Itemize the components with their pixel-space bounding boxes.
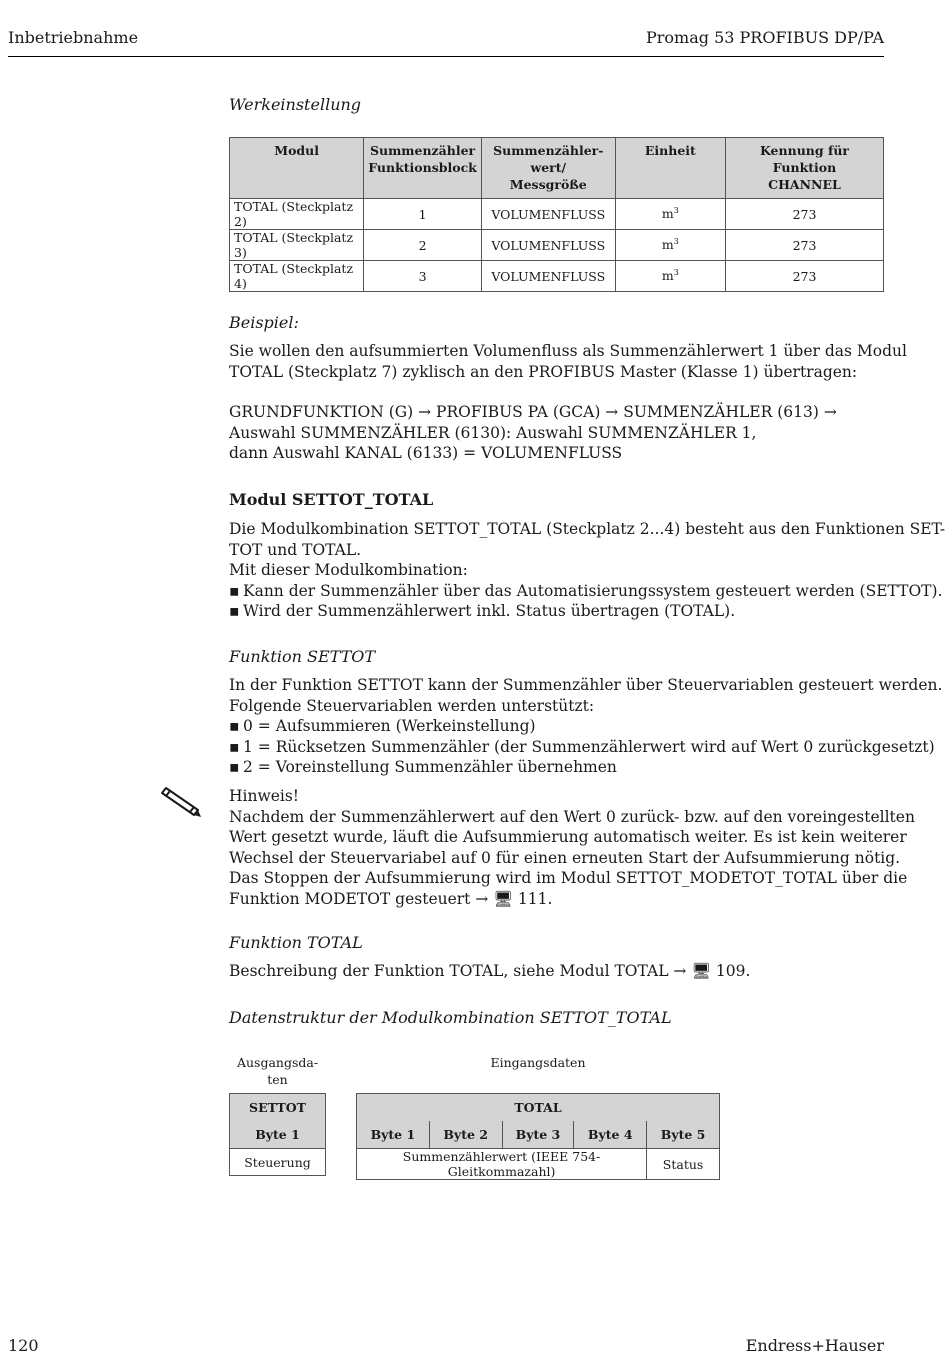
total-byte: Byte 3 bbox=[502, 1121, 574, 1149]
beispiel-text: Sie wollen den aufsummierten Volumenfluss als Summenzählerwert 1 über das Modul TOTAL (Steckplatz 7) zyklisch an den PROFIBUS Master (Klasse 1) übertragen: bbox=[229, 342, 907, 381]
beispiel-heading: Beispiel: bbox=[229, 313, 299, 332]
cell-block: 1 bbox=[364, 199, 482, 230]
col-header-einheit: Einheit bbox=[615, 138, 725, 199]
cell-messgroesse: VOLUMENFLUSS bbox=[481, 230, 615, 261]
col-header-messgroesse: Summenzähler- wert/ Messgröße bbox=[481, 138, 615, 199]
cell-block: 2 bbox=[364, 230, 482, 261]
total-value: Summenzählerwert (IEEE 754-Gleitkommazahl) bbox=[357, 1149, 647, 1180]
footer-brand: Endress+Hauser bbox=[745, 1336, 884, 1355]
settot-heading: Funktion SETTOT bbox=[229, 647, 376, 666]
cell-modul: TOTAL (Steckplatz 2) bbox=[230, 199, 364, 230]
cell-modul: TOTAL (Steckplatz 3) bbox=[230, 230, 364, 261]
eingangsdaten-label: Eingangsdaten bbox=[490, 1055, 586, 1070]
list-item: ▪ Kann der Summenzähler über das Automatisierungssystem gesteuert werden (SETTOT). bbox=[229, 581, 945, 602]
settot-value: Steuerung bbox=[230, 1149, 326, 1176]
cell-kennung: 273 bbox=[726, 199, 884, 230]
table-row bbox=[230, 261, 884, 292]
settot-head: SETTOT bbox=[230, 1094, 326, 1122]
beispiel-path: GRUNDFUNKTION (G) → PROFIBUS PA (GCA) → SUMMENZÄHLER (613) → Auswahl SUMMENZÄHLER (6130): Auswahl SUMMENZÄHLER 1, dann Auswahl KANAL (6133) = VOLUMENFLUSS bbox=[229, 403, 837, 462]
cell-messgroesse: VOLUMENFLUSS bbox=[481, 199, 615, 230]
werkeinstellung-table bbox=[229, 137, 884, 292]
total-byte: Byte 4 bbox=[574, 1121, 647, 1149]
col-header-funktionsblock: Summenzähler Funktionsblock bbox=[364, 138, 482, 199]
modul-heading: Modul SETTOT_TOTAL bbox=[229, 490, 434, 509]
header-rule bbox=[8, 56, 884, 57]
col-header-modul: Modul bbox=[230, 138, 364, 199]
page-number: 120 bbox=[8, 1336, 39, 1355]
modul-text: Die Modulkombination SETTOT_TOTAL (Steckplatz 2...4) besteht aus den Funktionen SET- TOT und TOTAL. Mit dieser Modulkombination: ▪ Kann der Summenzähler über das Automatisierungssystem gesteuert werden (SETTOT). ▪ Wird der Summenzählerwert inkl. Status übertragen (TOTAL). bbox=[229, 519, 945, 622]
cell-einheit: $m^3$ bbox=[615, 230, 725, 261]
cell-einheit: $m^3$ bbox=[615, 261, 725, 292]
cell-kennung: 273 bbox=[726, 261, 884, 292]
table-row bbox=[230, 199, 884, 230]
col-header-kennung: Kennung für Funktion CHANNEL bbox=[726, 138, 884, 199]
list-item: ▪ Wird der Summenzählerwert inkl. Status übertragen (TOTAL). bbox=[229, 601, 945, 622]
total-byte: Byte 5 bbox=[647, 1121, 720, 1149]
ausgangsdaten-label: Ausgangsda- ten bbox=[236, 1055, 319, 1087]
total-byte: Byte 2 bbox=[429, 1121, 502, 1149]
settot-structure-table bbox=[229, 1093, 326, 1176]
total-heading: Funktion TOTAL bbox=[229, 933, 363, 952]
settot-text: In der Funktion SETTOT kann der Summenzähler über Steuervariablen gesteuert werden. Folgende Steuervariablen werden unterstützt: ▪ 0 = Aufsummieren (Werkeinstellung) ▪ 1 = Rücksetzen Summenzähler (der Summenzählerwert wird auf Wert 0 zurückgesetzt) ▪ 2 = Voreinstellung Summenzähler übernehmen bbox=[229, 675, 942, 778]
list-item: ▪ 0 = Aufsummieren (Werkeinstellung) bbox=[229, 716, 942, 737]
total-head: TOTAL bbox=[357, 1094, 720, 1122]
cell-kennung: 273 bbox=[726, 230, 884, 261]
running-header-left: Inbetriebnahme bbox=[8, 28, 139, 47]
status-value: Status bbox=[647, 1149, 720, 1180]
cell-modul: TOTAL (Steckplatz 4) bbox=[230, 261, 364, 292]
list-item: ▪ 2 = Voreinstellung Summenzähler übernehmen bbox=[229, 757, 942, 778]
cell-messgroesse: VOLUMENFLUSS bbox=[481, 261, 615, 292]
pencil-icon bbox=[160, 784, 202, 818]
total-text: Beschreibung der Funktion TOTAL, siehe Modul TOTAL → 🖥 109. bbox=[229, 962, 751, 980]
hinweis-text: Hinweis! Nachdem der Summenzählerwert auf den Wert 0 zurück- bzw. auf den voreingestellten Wert gesetzt wurde, läuft die Aufsummierung automatisch weiter. Es ist kein weiterer Wechsel der Steuervariabel auf 0 für einen erneuten Start der Aufsummierung nötig. Das Stoppen der Aufsummierung wird im Modul SETTOT_MODETOT_TOTAL über die Funktion MODETOT gesteuert → 🖥 111. bbox=[229, 787, 915, 908]
running-header-right: Promag 53 PROFIBUS DP/PA bbox=[645, 28, 884, 47]
werkeinstellung-heading: Werkeinstellung bbox=[229, 95, 362, 114]
total-structure-table bbox=[356, 1093, 720, 1180]
cell-einheit: $m^3$ bbox=[615, 199, 725, 230]
settot-byte: Byte 1 bbox=[230, 1121, 326, 1149]
total-byte: Byte 1 bbox=[357, 1121, 430, 1149]
list-item: ▪ 1 = Rücksetzen Summenzähler (der Summenzählerwert wird auf Wert 0 zurückgesetzt) bbox=[229, 737, 942, 758]
cell-block: 3 bbox=[364, 261, 482, 292]
datenstruktur-heading: Datenstruktur der Modulkombination SETTOT_TOTAL bbox=[229, 1008, 672, 1027]
table-row bbox=[230, 230, 884, 261]
table-header-row bbox=[230, 138, 884, 199]
